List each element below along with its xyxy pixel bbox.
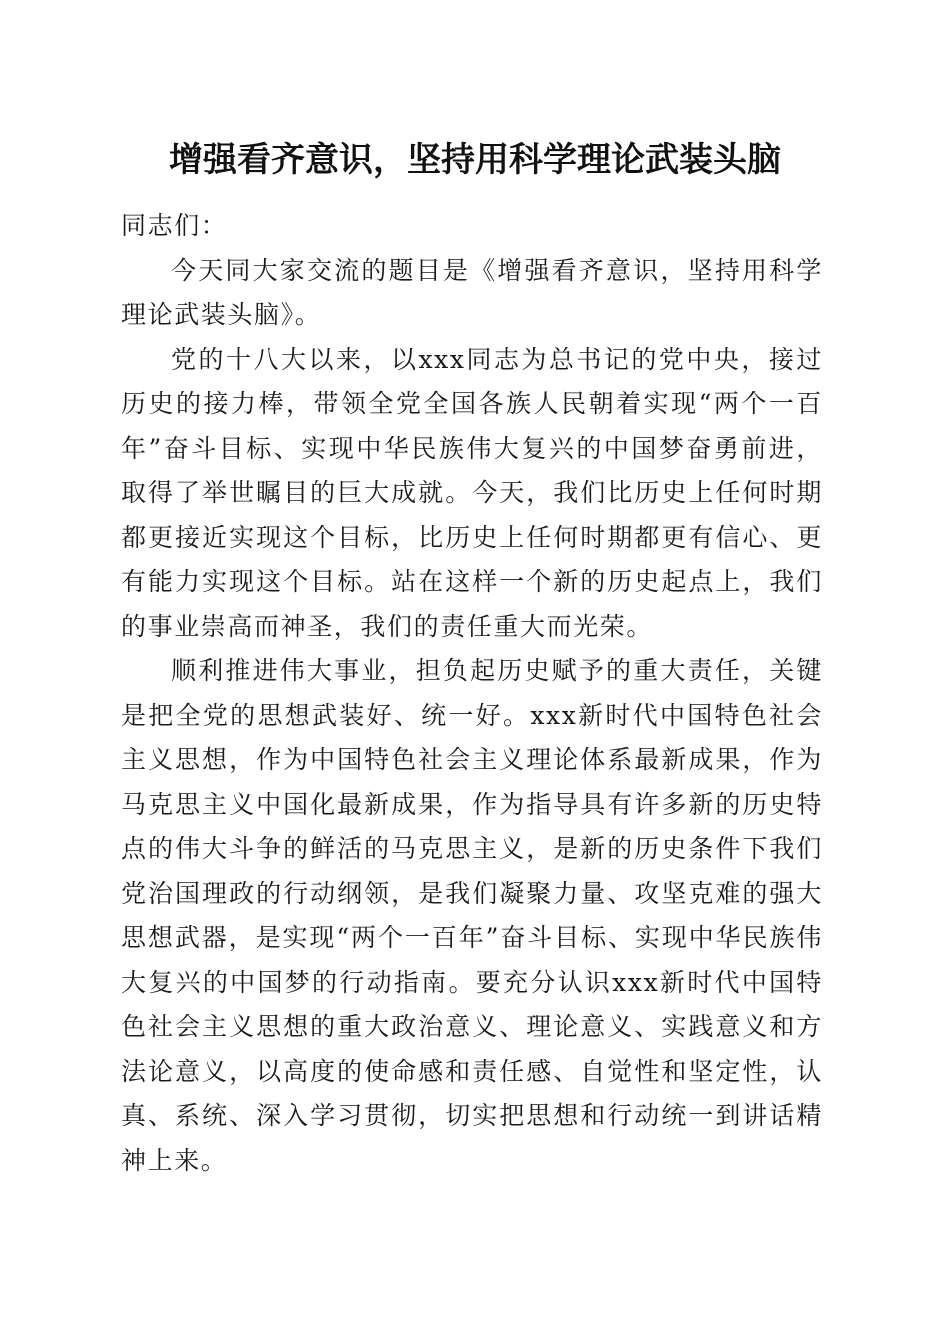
page-title: 增强看齐意识，坚持用科学理论武装头脑	[169, 140, 781, 180]
paragraph-intro: 今天同大家交流的题目是《增强看齐意识，坚持用科学理论武装头脑》。	[121, 255, 823, 329]
salutation: 同志们：	[121, 211, 228, 240]
paragraph-theory: 顺利推进伟大事业，担负起历史赋予的重大责任，关键是把全党的思想武装好、统一好。xxx新时代中国特色社会主义思想，作为中国特色社会主义理论体系最新成果，作为马克思主义中国化最新成果，作为指导具有许多新的历史特点的伟大斗争的鲜活的马克思主义，是新的历史条件下我们党治国理政的行动纲领，是我们凝聚力量、攻坚克难的强大思想武器，是实现“两个一百年”奋斗目标、实现中华民族伟大复兴的中国梦的行动指南。要充分认识xxx新时代中国特色社会主义思想的重大政治意义、理论意义、实践意义和方法论意义，以高度的使命感和责任感、自觉性和坚定性，认真、系统、深入学习贯彻，切实把思想和行动统一到讲话精神上来。	[121, 656, 823, 1175]
paragraph-achievements: 党的十八大以来，以xxx同志为总书记的党中央，接过历史的接力棒，带领全党全国各族人民朝着实现“两个一百年”奋斗目标、实现中华民族伟大复兴的中国梦奋勇前进，取得了举世瞩目的巨大成就。今天，我们比历史上任何时期都更接近实现这个目标，比历史上任何时期都更有信心、更有能力实现这个目标。站在这样一个新的历史起点上，我们的事业崇高而神圣，我们的责任重大而光荣。	[121, 344, 823, 641]
document-body	[121, 204, 823, 1183]
